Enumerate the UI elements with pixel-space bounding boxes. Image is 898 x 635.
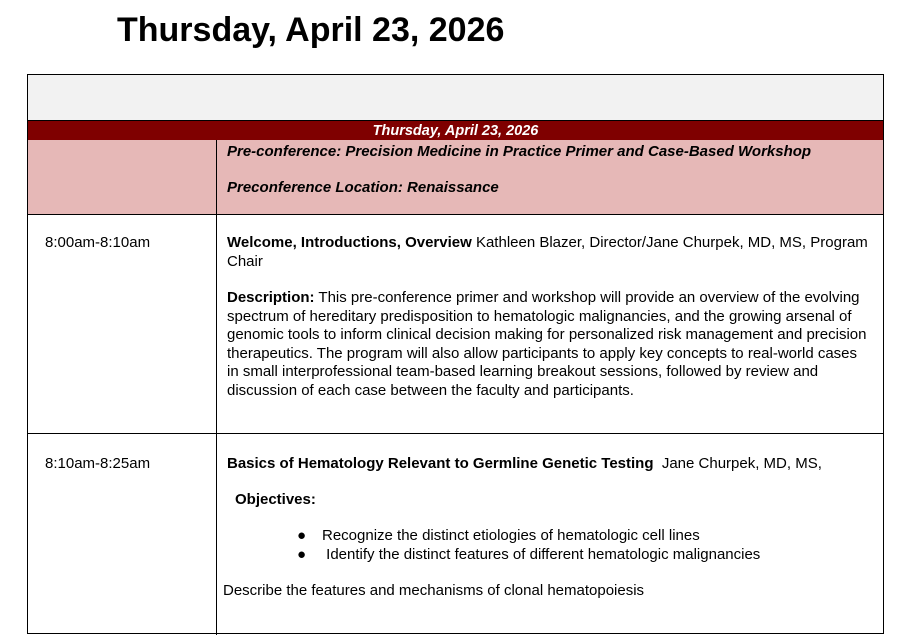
page-title: Thursday, April 23, 2026 — [117, 11, 505, 49]
row-divider — [28, 433, 883, 434]
objectives-label: Objectives: — [235, 490, 316, 508]
date-band: Thursday, April 23, 2026 — [28, 121, 883, 140]
description-label: Description: — [227, 289, 315, 306]
list-item: ● Identify the distinct features of different hematologic malignancies — [297, 545, 761, 563]
objectives-list — [297, 527, 872, 564]
bullet-icon: ● — [297, 527, 307, 544]
preconference-location: Preconference Location: Renaissance — [227, 179, 499, 196]
session-content — [223, 455, 872, 601]
session-time: 8:00am-8:10am — [45, 234, 151, 251]
session-time: 8:10am-8:25am — [45, 455, 151, 472]
session-heading — [227, 234, 872, 271]
session-description — [227, 289, 872, 400]
session-speakers: Kathleen Blazer, Director/Jane Churpek, MD, MS, Program Chair — [227, 234, 868, 270]
session-heading — [227, 455, 872, 474]
bullet-icon: ● — [297, 545, 307, 563]
table-header-band — [28, 75, 883, 121]
description-text: This pre-conference primer and workshop will provide an overview of the evolving spectrum of hereditary predisposition to hematologic malignancies, and the growing arsenal of genomic tools to inform clinical decision making for personalized risk management and precision therapeutics. The program will also allow participants to apply key concepts to real-world cases in small interprofessional team-based learning breakout sessions, followed by review and discussion of each case between the faculty and participants. — [227, 289, 867, 399]
column-divider — [216, 140, 217, 635]
preconference-title: Pre-conference: Precision Medicine in Practice Primer and Case-Based Workshop — [227, 143, 812, 160]
agenda-table — [27, 74, 884, 634]
session-content — [227, 234, 872, 400]
objective-extra: Describe the features and mechanisms of clonal hematopoiesis — [223, 582, 645, 599]
session-title: Basics of Hematology Relevant to Germline Genetic Testing — [227, 455, 654, 472]
session-speakers: Jane Churpek, MD, MS, — [653, 455, 822, 472]
session-title: Welcome, Introductions, Overview — [227, 234, 472, 251]
list-item: ● Recognize the distinct etiologies of hematologic cell lines — [297, 527, 700, 544]
preconference-row — [28, 140, 883, 215]
